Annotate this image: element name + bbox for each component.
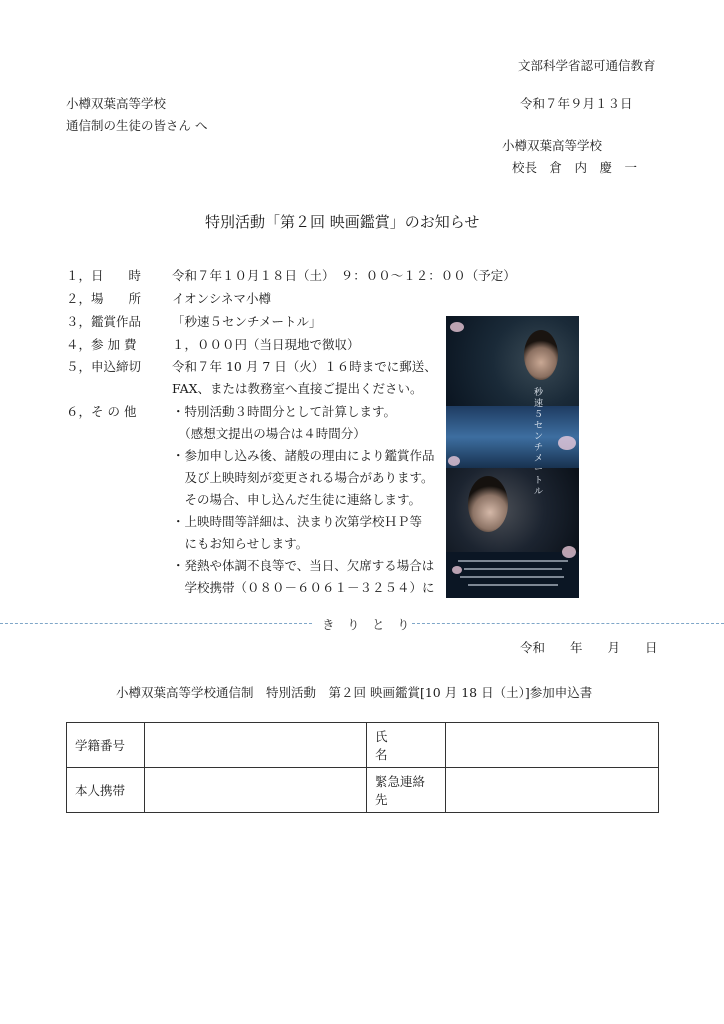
item-value-deadline-2: FAX、または教務室へ直接ご提出ください。 bbox=[172, 381, 423, 396]
item-value-film: 「秒速５センチメートル」 bbox=[172, 314, 322, 329]
student-number-field[interactable] bbox=[145, 723, 367, 768]
application-form-table bbox=[66, 722, 659, 813]
table-row bbox=[67, 768, 659, 813]
form-title: 小樽双葉高等学校通信制 特別活動 第２回 映画鑑賞[10 月 18 日（土）]参加申込書 bbox=[116, 685, 593, 700]
item-value-fee: １，０００円（当日現地で徴収） bbox=[172, 337, 360, 352]
name-field[interactable] bbox=[446, 723, 659, 768]
sender-school: 小樽双葉高等学校 bbox=[502, 138, 603, 153]
cherry-blossom-decoration bbox=[452, 566, 462, 574]
item-label-film: ３，鑑賞作品 bbox=[66, 314, 142, 329]
item-value-other-6: ・上映時間等詳細は、決まり次第学校ＨＰ等 bbox=[172, 514, 423, 529]
item-value-place: イオンシネマ小樽 bbox=[172, 291, 271, 306]
mobile-label: 本人携帯 bbox=[67, 768, 145, 813]
cherry-blossom-decoration bbox=[448, 456, 460, 466]
cherry-blossom-decoration bbox=[558, 436, 576, 450]
poster-panel-top bbox=[446, 316, 579, 406]
emergency-contact-label: 緊急連絡先 bbox=[367, 768, 446, 813]
recipient-school: 小樽双葉高等学校 bbox=[66, 96, 167, 111]
cut-line-right bbox=[412, 623, 724, 624]
item-value-other-7: にもお知らせします。 bbox=[172, 536, 309, 551]
poster-credit-line bbox=[468, 584, 558, 586]
poster-credit-line bbox=[458, 560, 568, 562]
page-title: 特別活動「第２回 映画鑑賞」のお知らせ bbox=[205, 213, 480, 231]
poster-credit-line bbox=[464, 568, 562, 570]
item-value-other-8: ・発熱や体調不良等で、当日、欠席する場合は bbox=[172, 558, 435, 573]
poster-panel-bottom bbox=[446, 468, 579, 552]
item-value-other-3: ・参加申し込み後、諸般の理由により鑑賞作品 bbox=[172, 448, 435, 463]
item-value-other-5: その場合、申し込んだ生徒に連絡します。 bbox=[172, 492, 422, 507]
item-label-date: １，日 時 bbox=[66, 268, 142, 283]
poster-character-male bbox=[524, 330, 558, 380]
recipients: 通信制の生徒の皆さん へ bbox=[66, 118, 208, 133]
item-value-other-1: ・特別活動３時間分として計算します。 bbox=[172, 404, 397, 419]
poster-character-female bbox=[468, 476, 508, 532]
item-value-deadline-1: 令和７年 10 月 7 日（火）１６時までに郵送、 bbox=[172, 359, 437, 374]
item-label-deadline: ５，申込締切 bbox=[66, 359, 142, 374]
mobile-field[interactable] bbox=[145, 768, 367, 813]
item-label-place: ２，場 所 bbox=[66, 291, 142, 306]
item-value-date: 令和７年１０月１８日（土） ９：００～１２：００（予定） bbox=[172, 268, 516, 283]
cut-line-label: き り と り bbox=[322, 617, 410, 632]
issue-date: 令和７年９月１３日 bbox=[520, 96, 633, 111]
cut-line-left bbox=[0, 623, 312, 624]
item-label-other: ６，そ の 他 bbox=[66, 404, 137, 419]
item-value-other-2: （感想文提出の場合は４時間分） bbox=[172, 426, 366, 441]
poster-panel-snow bbox=[446, 406, 579, 468]
table-row bbox=[67, 723, 659, 768]
ministry-approval: 文部科学省認可通信教育 bbox=[518, 58, 656, 73]
movie-poster-image bbox=[446, 316, 579, 598]
poster-credit-line bbox=[460, 576, 564, 578]
principal-name: 校長 倉 内 慶 一 bbox=[512, 160, 638, 175]
poster-title: 秒速５センチメートル bbox=[534, 388, 544, 497]
name-label: 氏 名 bbox=[367, 723, 446, 768]
item-label-fee: ４，参 加 費 bbox=[66, 337, 137, 352]
poster-credits-area bbox=[446, 552, 579, 598]
form-date-line: 令和 年 月 日 bbox=[520, 640, 658, 655]
cherry-blossom-decoration bbox=[450, 322, 464, 332]
item-value-other-9: 学校携帯（０８０－６０６１－３２５４）に bbox=[172, 580, 435, 595]
student-number-label: 学籍番号 bbox=[67, 723, 145, 768]
emergency-contact-field[interactable] bbox=[446, 768, 659, 813]
item-value-other-4: 及び上映時刻が変更される場合があります。 bbox=[172, 470, 434, 485]
cherry-blossom-decoration bbox=[562, 546, 576, 558]
